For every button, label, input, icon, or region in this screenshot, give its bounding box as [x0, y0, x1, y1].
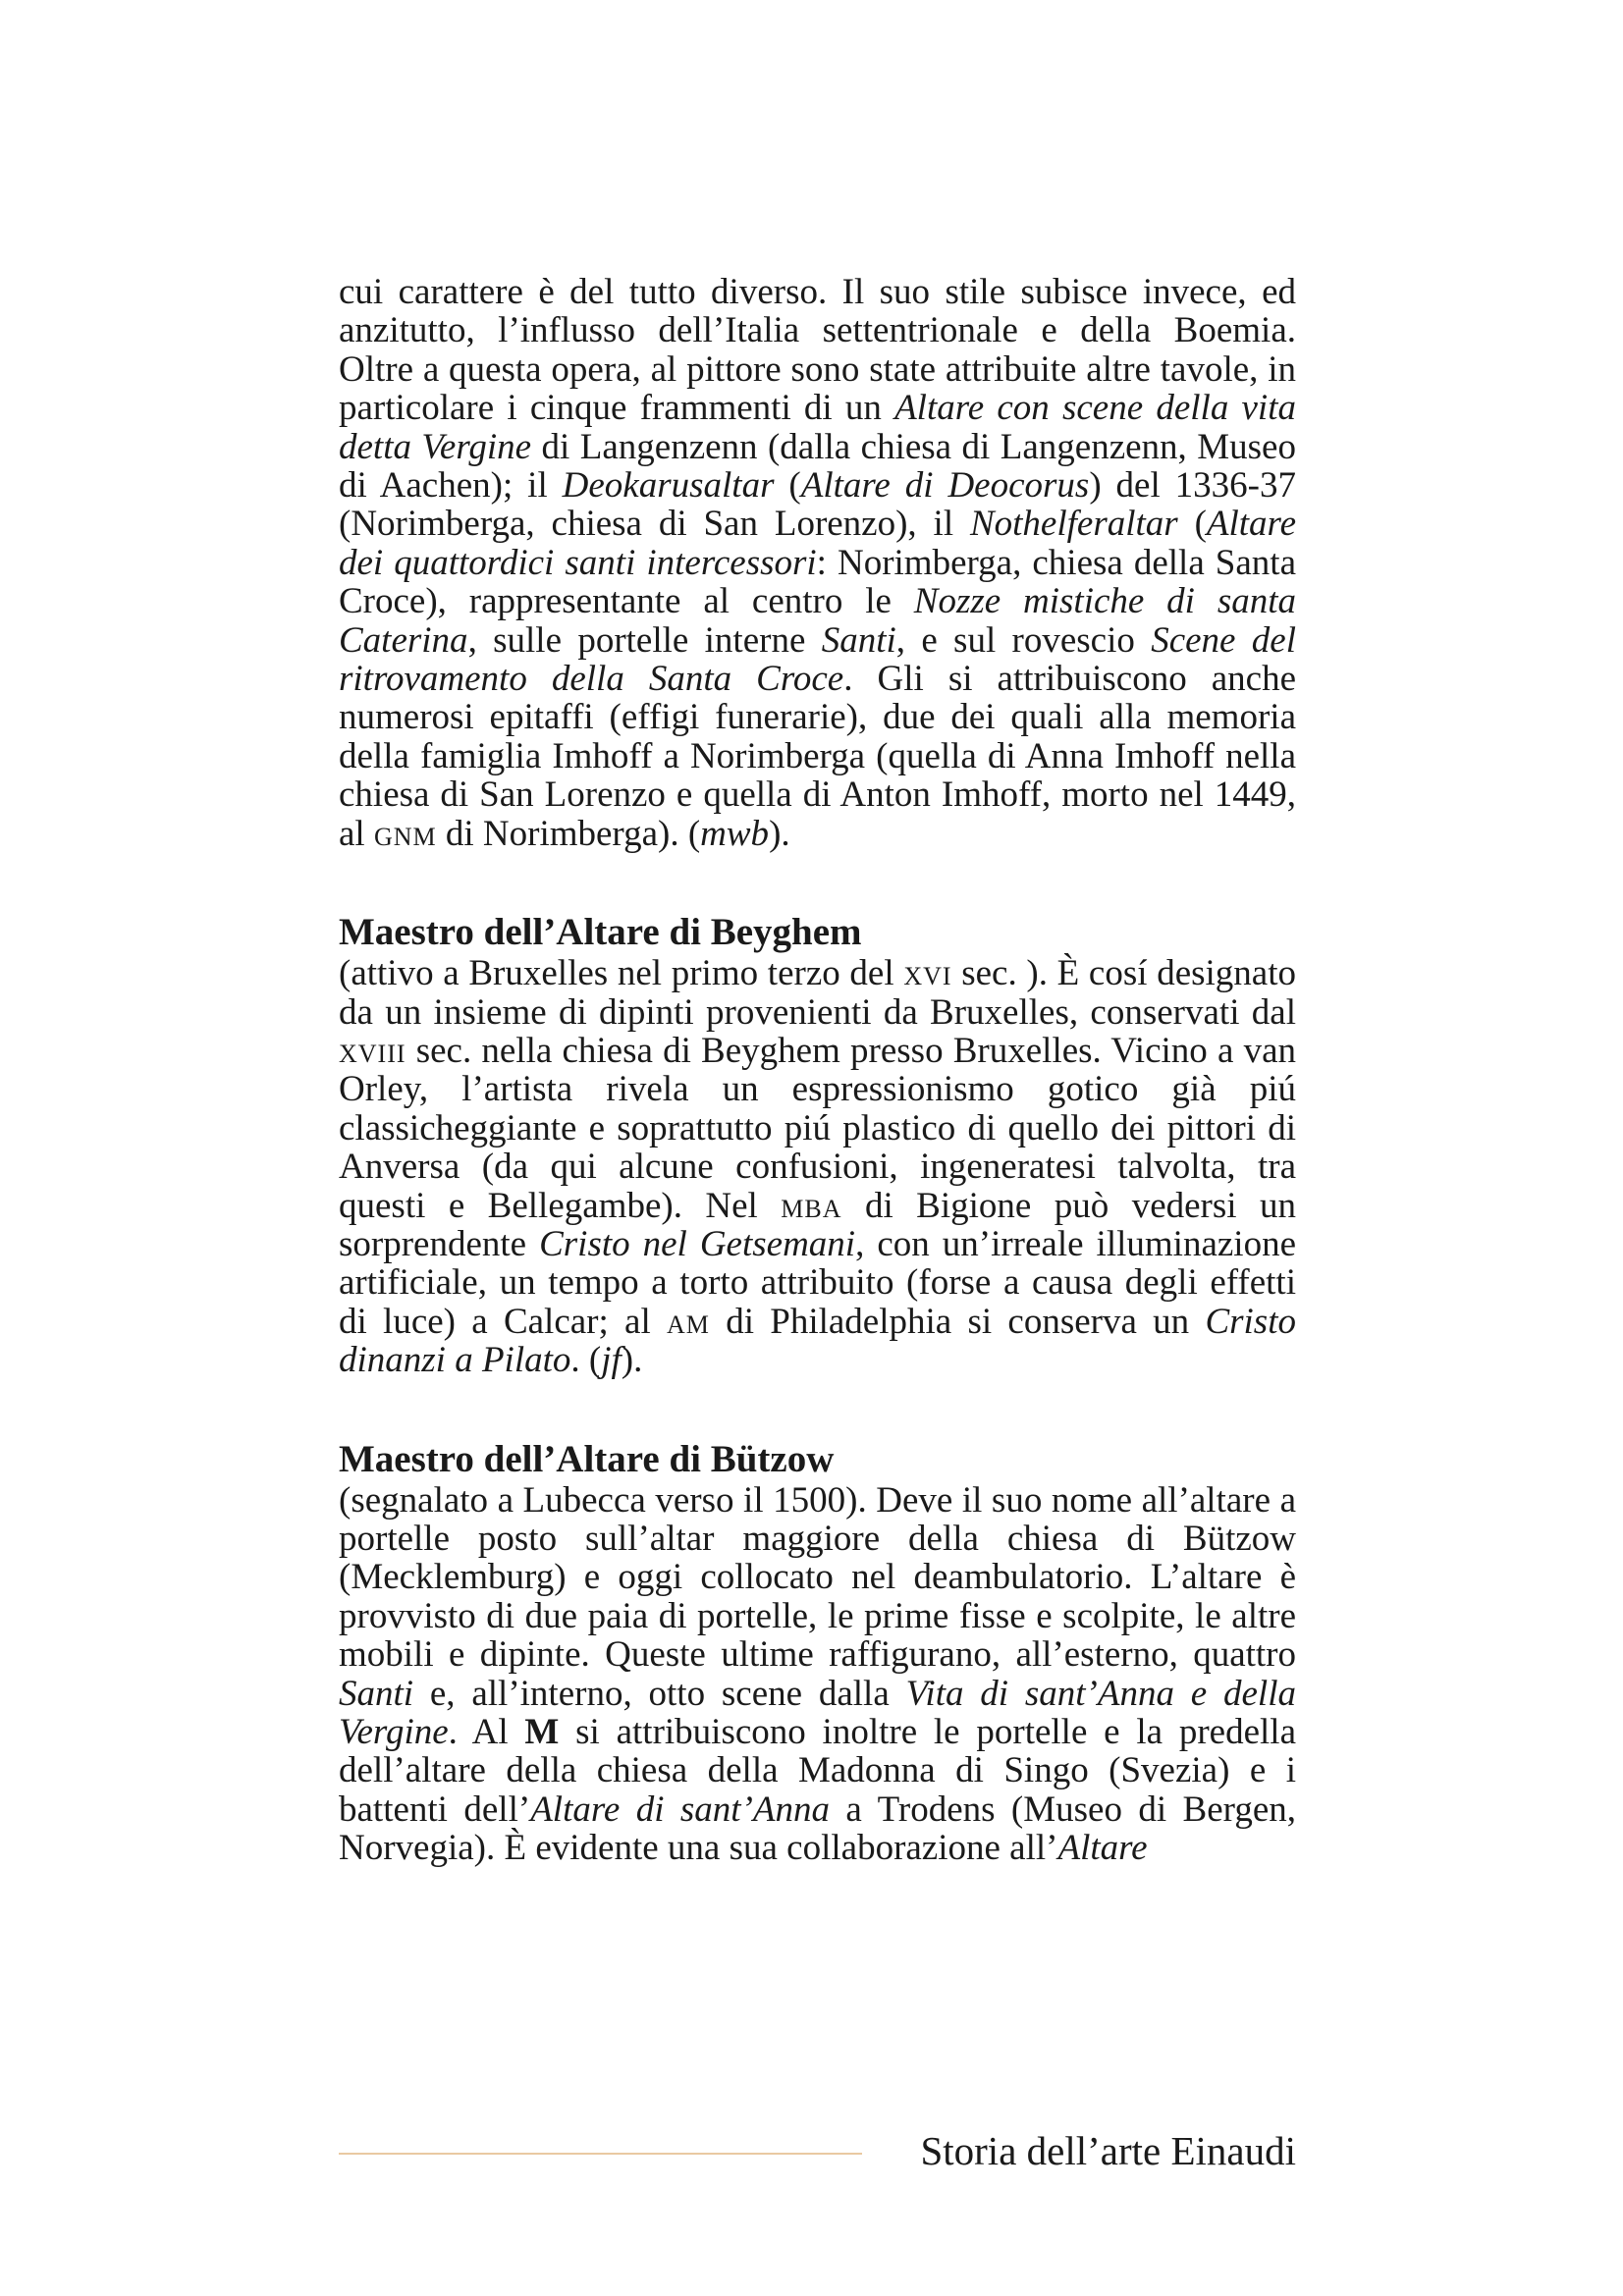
bold-term: M — [524, 1712, 560, 1752]
footer-rule — [339, 2153, 862, 2155]
text-run: : Norimberga, chiesa della Santa Croce), rappresentante al centro le — [339, 542, 1296, 622]
abbreviation: am — [667, 1301, 710, 1342]
text-run: ( — [1177, 504, 1207, 545]
entry-heading: Maestro dell’Altare di Bützow — [339, 1437, 835, 1480]
entry-heading: Maestro dell’Altare di Beyghem — [339, 911, 862, 954]
italic-title: Altare con scene della vita detta Vergine — [339, 388, 1296, 467]
text-run: si attribuiscono inoltre le portelle e la predella dell’altare della chiesa della Madonna di Singo (Svezia) e i battenti dell’ — [339, 1712, 1296, 1830]
italic-title: mwb — [700, 813, 770, 854]
italic-title: Altare di Deocorus — [800, 465, 1090, 507]
italic-title: Scene del ritrovamento della Santa Croce — [339, 619, 1296, 700]
text-run: . ( — [570, 1340, 602, 1381]
text-run: di Philadelphia si conserva un — [709, 1301, 1206, 1342]
text-run: di Langenzenn (dalla chiesa di Langenzenn, Museo di Aachen); il — [339, 426, 1296, 507]
text-run: ) del 1336-37 (Norimberga, chiesa di San Lorenzo), il — [339, 465, 1296, 545]
text-run: ). — [769, 813, 790, 854]
italic-title: Altare di sant’Anna — [530, 1789, 830, 1830]
intro-paragraph — [339, 273, 1296, 853]
italic-title: Cristo dinanzi a Pilato — [339, 1301, 1296, 1381]
italic-title: jf — [601, 1340, 622, 1381]
text-run: cui carattere è del tutto diverso. Il suo stile subisce invece, ed anzitutto, l’influsso dell’Italia settentrionale e della Boemia. Oltre a questa opera, al pittore sono state attribuite altre tavole, in particolare i cinque frammenti di un — [339, 272, 1296, 429]
text-run: e, all’interno, otto scene dalla — [413, 1673, 906, 1714]
abbreviation: gnm — [373, 813, 437, 854]
text-run: , sulle portelle interne — [467, 619, 822, 661]
text-run: di Norimberga). ( — [436, 813, 701, 854]
italic-title: Altare — [1057, 1828, 1148, 1869]
text-run: . Al — [448, 1712, 525, 1752]
text-run: ( — [774, 465, 801, 507]
italic-title: Deokarusaltar — [562, 465, 775, 507]
entry-body — [339, 954, 1296, 1379]
italic-title: Vita di sant’Anna e della Vergine — [339, 1673, 1296, 1752]
page-body — [339, 273, 1296, 1868]
text-run: di Bigione può vedersi un sorprendente — [339, 1185, 1296, 1264]
abbreviation: mba — [781, 1185, 842, 1226]
abbreviation: xvi — [903, 953, 952, 994]
text-run: , e sul rovescio — [895, 619, 1152, 661]
footer-publisher: Storia dell’arte Einaudi — [920, 2128, 1296, 2173]
italic-title: Santi — [339, 1673, 414, 1714]
italic-title: Nothelferaltar — [969, 504, 1178, 545]
text-run: (segnalato a Lubecca verso il 1500). Deve il suo nome all’altare a portelle posto sull’altar maggiore della chiesa di Bützow (Mecklemburg) e oggi collocato nel deambulatorio. L’altare è provvisto di due paia di portelle, le prime fisse e scolpite, le altre mobili e dipinte. Queste ultime raffigurano, all’esterno, quattro — [339, 1479, 1296, 1676]
italic-title: Santi — [821, 619, 896, 661]
abbreviation: xviii — [339, 1030, 406, 1071]
italic-title: Cristo nel Getsemani — [539, 1223, 856, 1264]
text-run: . Gli si attribuiscono anche numerosi epitaffi (effigi funerarie), due dei quali alla memoria della famiglia Imhoff a Norimberga (quella di Anna Imhoff nella chiesa di San Lorenzo e quella di Anton Imhoff, morto nel 1449, al — [339, 659, 1297, 854]
text-run: sec. nella chiesa di Beyghem presso Bruxelles. Vicino a van Orley, l’artista rivela un espressionismo gotico già piú classicheggiante e soprattutto piú plastico di quello dei pittori di Anversa (da qui alcune confusioni, ingeneratesi talvolta, tra questi e Bellegambe). Nel — [339, 1030, 1296, 1226]
text-run: , con un’irreale illuminazione artificiale, un tempo a torto attribuito (forse a causa degli effetti di luce) a Calcar; al — [339, 1223, 1296, 1342]
text-run: (attivo a Bruxelles nel primo terzo del — [339, 953, 904, 994]
text-run: ). — [621, 1340, 643, 1381]
entry-body — [339, 1481, 1296, 1868]
text-run: a Trodens (Museo di Bergen, Norvegia). È evidente una sua collaborazione all’ — [339, 1789, 1296, 1869]
text-run: sec. ). È cosí designato da un insieme di dipinti provenienti da Bruxelles, conservati dal — [339, 953, 1296, 1033]
italic-title: Altare dei quattordici santi intercessori — [339, 504, 1296, 583]
italic-title: Nozze mistiche di santa Caterina — [339, 581, 1296, 661]
